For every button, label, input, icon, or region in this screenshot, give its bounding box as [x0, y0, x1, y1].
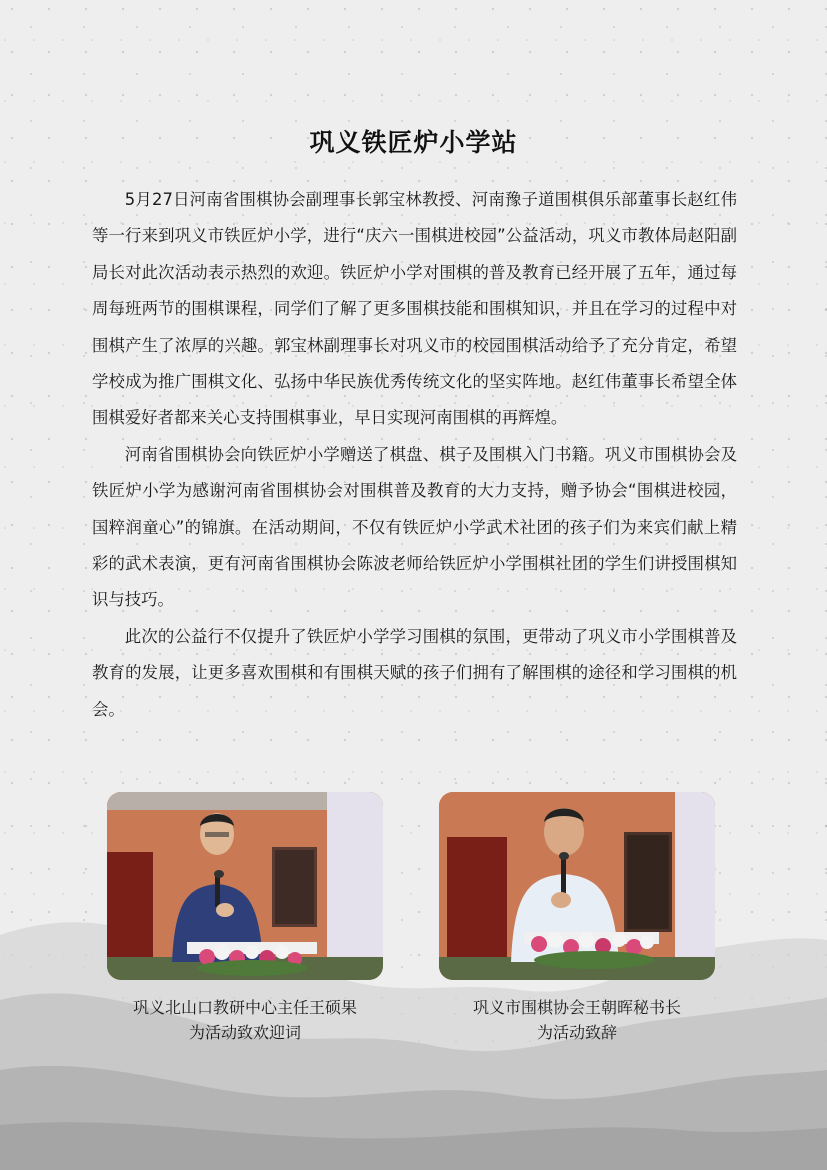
caption-line: 为活动致辞 [536, 1023, 617, 1042]
speaker-photo-right [439, 792, 715, 980]
photo-caption-left [85, 995, 405, 1045]
page-title: 巩义铁匠炉小学站 [309, 128, 518, 157]
caption-line: 巩义北山口教研中心主任王硕果 [132, 998, 357, 1017]
article-body [92, 182, 737, 728]
caption-line: 巩义市围棋协会王朝晖秘书长 [472, 998, 681, 1017]
article-paragraph: 此次的公益行不仅提升了铁匠炉小学学习围棋的氛围，更带动了巩义市小学围棋普及教育的发展，让更多喜欢围棋和有围棋天赋的孩子们拥有了解围棋的途径和学习围棋的机会。 [92, 626, 737, 719]
speaker-photo-left [107, 792, 383, 980]
caption-line: 为活动致欢迎词 [188, 1023, 301, 1042]
article-paragraph: 河南省围棋协会向铁匠炉小学赠送了棋盘、棋子及围棋入门书籍。巩义市围棋协会及铁匠炉小学为感谢河南省围棋协会对围棋普及教育的大力支持，赠予协会“围棋进校园，国粹润童心”的锦旗。在活动期间，不仅有铁匠炉小学武术社团的孩子们为来宾们献上精彩的武术表演，更有河南省围棋协会陈波老师给铁匠炉小学围棋社团的学生们讲授围棋知识与技巧。 [92, 444, 737, 610]
article-paragraph: 5月27日河南省围棋协会副理事长郭宝林教授、河南豫子道围棋俱乐部董事长赵红伟等一行来到巩义市铁匠炉小学，进行“庆六一围棋进校园”公益活动，巩义市教体局赵阳副局长对此次活动表示热烈的欢迎。铁匠炉小学对围棋的普及教育已经开展了五年，通过每周每班两节的围棋课程，同学们了解了更多围棋技能和围棋知识，并且在学习的过程中对围棋产生了浓厚的兴趣。郭宝林副理事长对巩义市的校园围棋活动给予了充分肯定，希望学校成为推广围棋文化、弘扬中华民族优秀传统文化的坚实阵地。赵红伟董事长希望全体围棋爱好者都来关心支持围棋事业，早日实现河南围棋的再辉煌。 [92, 190, 737, 428]
photo-caption-right [417, 995, 737, 1045]
